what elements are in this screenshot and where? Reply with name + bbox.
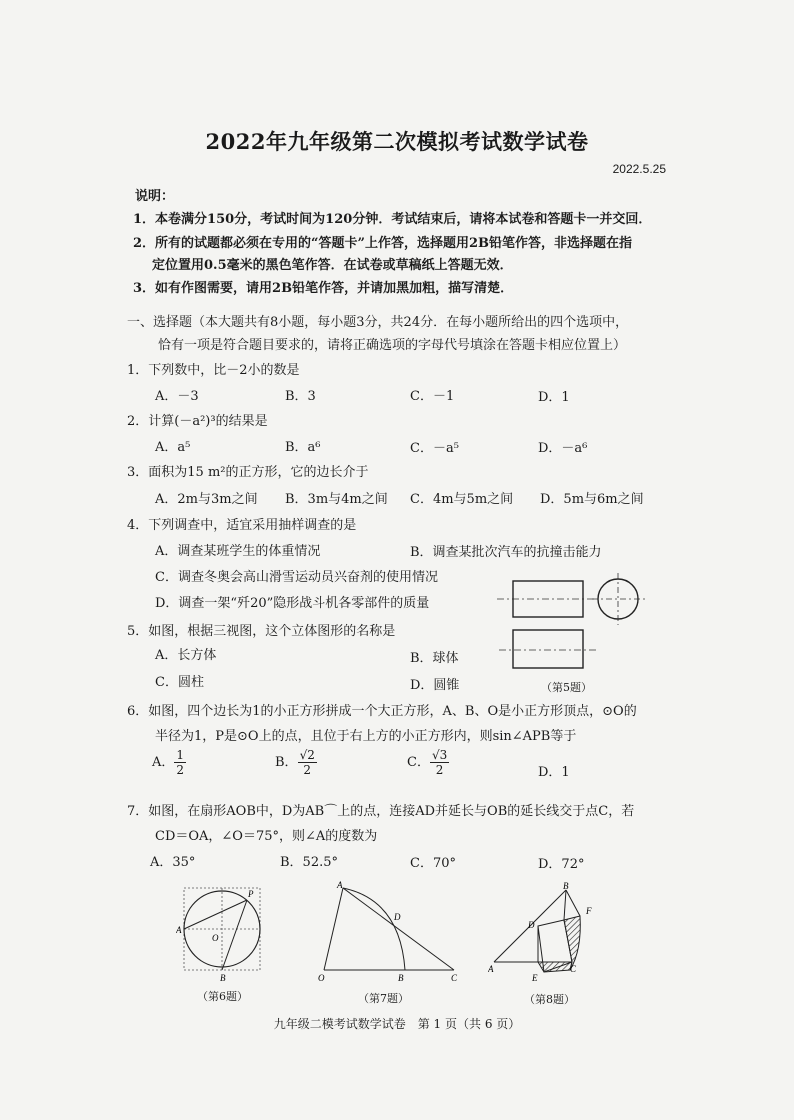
q6-line2: 半径为1，P是⊙O上的点，且位于右上方的小正方形内，则sin∠APB等于 xyxy=(155,729,577,744)
q8-label-f: F xyxy=(586,906,592,916)
section-header-line1: 一、选择题（本大题共有8小题，每小题3分，共24分．在每小题所给出的四个选项中， xyxy=(127,315,629,330)
q5-option-a: A．长方体 xyxy=(155,648,217,663)
q1-option-c: C．－1 xyxy=(410,389,455,404)
q7-figure xyxy=(308,878,466,988)
q6-label-o: O xyxy=(212,933,219,943)
q7-label-b: B xyxy=(398,973,404,983)
q6-option-a: A． $\frac{1}{2}$ xyxy=(152,748,185,777)
q6-option-b: B． $\frac{√2}{2}$ xyxy=(275,748,315,777)
q6-label-a: A xyxy=(176,925,182,935)
q3-option-a: A．2m与3m之间 xyxy=(155,492,258,507)
q6-figure xyxy=(176,882,268,982)
q7-option-d: D．72° xyxy=(538,857,585,872)
instructions-heading: 说明： xyxy=(135,189,175,204)
q1-option-b: B．3 xyxy=(285,389,316,404)
q5-option-b: B．球体 xyxy=(410,651,459,666)
instruction-3: 3．如有作图需要，请用2B铅笔作答，并请加黑加粗，描写清楚． xyxy=(133,281,514,296)
q3-stem: 3．面积为15 m²的正方形，它的边长介于 xyxy=(127,465,369,480)
q7-label-a: A xyxy=(337,880,343,890)
q3-option-d: D．5m与6m之间 xyxy=(540,492,644,507)
instruction-2-cont: 定位置用0.5毫米的黑色笔作答．在试卷或草稿纸上答题无效． xyxy=(152,258,513,273)
q8-label-d: D xyxy=(528,920,535,930)
q2-stem: 2．计算(－a²)³的结果是 xyxy=(127,414,268,429)
q4-option-c: C．调查冬奥会高山滑雪运动员兴奋剂的使用情况 xyxy=(155,570,438,585)
q2-option-a: A．a⁵ xyxy=(155,440,191,455)
q5-option-d: D．圆锥 xyxy=(410,678,460,693)
q7-line2: CD＝OA，∠O＝75°，则∠A的度数为 xyxy=(155,829,378,844)
q8-label-c: C xyxy=(570,964,577,974)
q7-caption: （第7题） xyxy=(358,992,409,1005)
instruction-2: 2．所有的试题都必须在专用的“答题卡”上作答，选择题用2B铅笔作答，非选择题在指 xyxy=(133,236,633,251)
q6-caption: （第6题） xyxy=(197,990,248,1003)
q5-stem: 5．如图，根据三视图，这个立体图形的名称是 xyxy=(127,624,396,639)
q7-label-c: C xyxy=(451,973,458,983)
q1-stem: 1．下列数中，比－2小的数是 xyxy=(127,363,300,378)
q7-label-d: D xyxy=(394,912,401,922)
q5-caption: （第5题） xyxy=(541,681,592,694)
q4-option-d: D．调查一架“歼20”隐形战斗机各零部件的质量 xyxy=(155,596,430,611)
exam-date: 2022.5.25 xyxy=(612,162,666,176)
q8-figure xyxy=(488,880,598,990)
q5-three-view-figure xyxy=(495,565,660,685)
q3-option-c: C．4m与5m之间 xyxy=(410,492,514,507)
q4-stem: 4．下列调查中，适宜采用抽样调查的是 xyxy=(127,518,357,533)
q2-option-c: C．－a⁵ xyxy=(410,441,459,456)
page-footer: 九年级二模考试数学试卷 第 1 页（共 6 页） xyxy=(273,1017,521,1031)
q3-option-b: B．3m与4m之间 xyxy=(285,492,388,507)
q7-label-o: O xyxy=(318,973,325,983)
q1-option-d: D．1 xyxy=(538,390,570,405)
q8-label-e: E xyxy=(532,973,538,983)
q7-option-b: B．52.5° xyxy=(280,855,338,870)
q6-label-b: B xyxy=(220,973,226,982)
top-view-rect xyxy=(513,630,583,668)
instruction-1: 1．本卷满分150分，考试时间为120分钟．考试结束后，请将本试卷和答题卡一并交回． xyxy=(133,212,652,227)
side-view-circle xyxy=(598,579,638,619)
q8-label-b: B xyxy=(563,881,569,891)
q6-option-d: D．1 xyxy=(538,765,570,780)
q1-option-a: A．－3 xyxy=(155,389,199,404)
page-title: 2022年九年级第二次模拟考试数学试卷 xyxy=(205,129,589,154)
q4-option-b: B．调查某批次汽车的抗撞击能力 xyxy=(410,545,602,560)
q2-option-d: D．－a⁶ xyxy=(538,441,588,456)
q8-caption: （第8题） xyxy=(524,993,575,1006)
q4-option-a: A．调查某班学生的体重情况 xyxy=(155,544,321,559)
q5-option-c: C．圆柱 xyxy=(155,675,204,690)
q6-label-p: P xyxy=(248,889,254,899)
section-header-line2: 恰有一项是符合题目要求的，请将正确选项的字母代号填涂在答题卡相应位置上） xyxy=(158,338,627,353)
q6-line1: 6．如图，四个边长为1的小正方形拼成一个大正方形，A、B、O是小正方形顶点，⊙O的 xyxy=(127,704,637,719)
q6-option-c: C． $\frac{√3}{2}$ xyxy=(407,748,448,777)
q8-label-a: A xyxy=(488,964,494,974)
q7-line1: 7．如图，在扇形AOB中，D为AB⌒上的点，连接AD并延长与OB的延长线交于点C，若 xyxy=(127,804,635,819)
q7-option-a: A．35° xyxy=(150,855,196,870)
q2-option-b: B．a⁶ xyxy=(285,440,321,455)
q7-option-c: C．70° xyxy=(410,856,456,871)
